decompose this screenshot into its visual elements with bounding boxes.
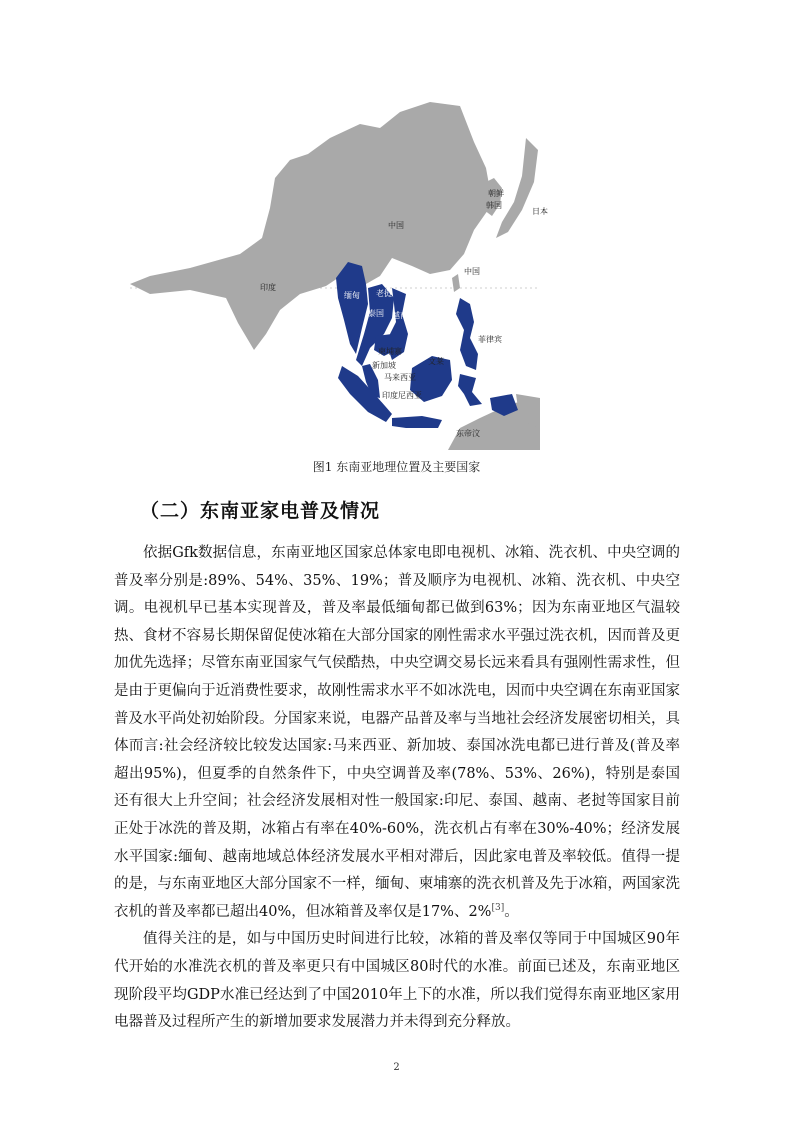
label-malaysia: 马来西亚 (384, 373, 416, 382)
label-singapore: 新加坡 (372, 361, 396, 370)
section-title: （二）东南亚家电普及情况 (140, 500, 381, 522)
southeast-asia-map (130, 98, 548, 450)
label-cambodia: 柬埔寨 (378, 347, 402, 356)
taiwan-shape (452, 274, 460, 292)
figure-caption: 图1 东南亚地理位置及主要国家 (312, 460, 481, 474)
japan-shape (496, 138, 538, 238)
map-svg (130, 98, 548, 450)
citation-ref[interactable]: [3] (491, 902, 505, 913)
asia-mainland-shape (130, 102, 490, 350)
label-myanmar: 缅甸 (344, 291, 360, 300)
label-china-south: 中国 (464, 267, 480, 276)
paragraph-2: 值得关注的是，如与中国历史时间进行比较，冰箱的普及率仅等同于中国城区90年代开始的水准洗衣机的普及率更只有中国城区80时代的水准。前面已述及，东南亚地区现阶段平均GDP水准已经达到了中国2010年上下的水准，所以我们觉得东南亚地区家用电器普及过程所产生的新增加要求发展潜力并未得到充分释放。 (114, 931, 680, 1031)
paragraph-1 (114, 540, 680, 926)
label-india: 印度 (260, 283, 276, 292)
philippines-shape (456, 298, 478, 370)
java-shape (392, 416, 442, 428)
page-number: 2 (393, 1062, 400, 1073)
label-indonesia: 印度尼西亚 (382, 391, 422, 400)
body-text (114, 540, 680, 1037)
label-china: 中国 (388, 221, 404, 230)
label-korea-south: 韩国 (486, 201, 502, 210)
label-laos: 老挝 (376, 289, 392, 298)
label-korea-north: 朝鲜 (488, 189, 504, 198)
label-philippines: 菲律宾 (478, 335, 502, 344)
label-brunei: 文莱 (428, 357, 444, 366)
sulawesi-shape (458, 374, 482, 406)
paragraph-1-end: 。 (504, 903, 519, 920)
paragraph-1-text: 依据Gfk数据信息，东南亚地区国家总体家电即电视机、冰箱、洗衣机、中央空调的普及率分别是:89%、54%、35%、19%；普及顺序为电视机、冰箱、洗衣机、中央空调。电视机早已基本实现普及，普及率最低缅甸都已做到63%；因为东南亚地区气温较热、食材不容易长期保留促使冰箱在大部分国家的刚性需求水平强过洗衣机，因而普及更加优先选择；尽管东南亚国家气气侯酷热，中央空调交易长远来看具有强刚性需求性，但是由于更偏向于近消费性要求，故刚性需求水平不如冰洗电，因而中央空调在东南亚国家普及水平尚处初始阶段。分国家来说，电器产品普及率与当地社会经济发展密切相关，具体而言:社会经济较比较发达国家:马来西亚、新加坡、泰国冰洗电都已进行普及(普及率超出95%)，但夏季的自然条件下，中央空调普及率(78%、53%、26%)，特别是泰国还有很大上升空间；社会经济发展相对性一般国家:印尼、泰国、越南、老挝等国家目前正处于冰洗的普及期，冰箱占有率在40%-60%，洗衣机占有率在30%-40%；经济发展水平国家:缅甸、越南地域总体经济发展水平相对滞后，因此家电普及率较低。值得一提的是，与东南亚地区大部分国家不一样，缅甸、柬埔寨的洗衣机普及先于冰箱，两国家洗衣机的普及率都已超出40%，但冰箱普及率仅是17%、2% (114, 545, 680, 920)
label-japan: 日本 (532, 207, 548, 216)
label-vietnam: 越南 (392, 311, 408, 320)
label-thailand: 泰国 (368, 309, 384, 318)
label-timor: 东帝汶 (456, 429, 480, 438)
